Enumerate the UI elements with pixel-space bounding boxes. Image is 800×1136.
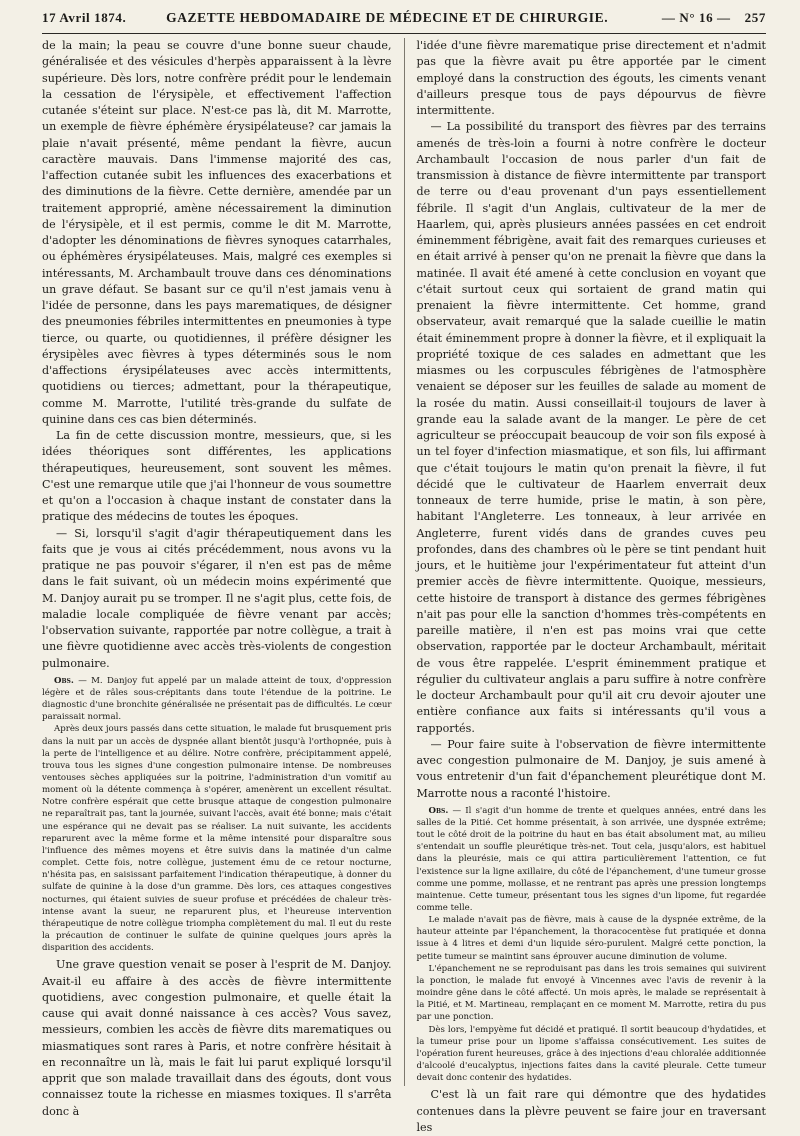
body-paragraph [417,737,767,802]
paragraph-text: C'est là un fait rare qui démontre que des hydatides contenues dans la plèvre peuvent se faire jour en traversant les [416,1088,766,1134]
body-paragraph [417,38,767,119]
observation-paragraph [42,723,392,954]
paragraph-text: Une grave question venait se poser à l'esprit de M. Danjoy. Avait-il eu affaire à des accès de fièvre intermittente quotidiens, avec congestion pulmonaire, et quelle était la cause qui avait donné naissance à ces accès? Vous savez, messieurs, combien les accès de fièvre dits marematiques ou miasmatiques sont rares à Paris, et notre confrère hésitait à en reconnaître un là, mais le fait lui parut expliqué lorsqu'il apprit que son malade travaillait dans des égouts, dont vous connaissez toute la richesse en miasmes toxiques. Il s'arrêta donc à [42,958,392,1118]
body-paragraph [42,957,392,1120]
paragraph-text: Après deux jours passés dans cette situation, le malade fut brusquement pris dans la nuit par un accès de dyspnée allant bientôt jusqu'à l'orthopnée, puis à la perte de l'intelligence et au délire. Notre confrère, précipitamment appelé, trouva tous les signes d'une congestion pulmonaire intense. De nombreuses ventouses sèches appliquées sur la poitrine, l'administration d'un vomitif au moment où la détente commença à s'opérer, amenèrent un excellent résultat. Notre confrère espérait que cette brusque attaque de congestion pulmonaire ne reparaîtrait pas, tant la journée, suivant l'accès, avait été bonne; mais c'était une espérance qui ne devait pas se réaliser. La nuit suivante, les accidents reparurent avec la même forme et la même intensité pour disparaître sous l'influence des mêmes moyens et être suivis dans la matinée d'un calme complet. Cette fois, notre collègue, justement ému de ce retour nocturne, n'hésita pas, en saisissant parfaitement l'indication thérapeutique, à donner du sulfate de quinine à la dose d'un gramme. Dès lors, ces attaques congestives nocturnes, qui étaient suivies de sueur profuse et précédées de chaleur très-intense avant la sueur, ne reparurent plus, et l'heureuse intervention thérapeutique de notre collègue triompha complètement du mal. Il eut du reste la précaution de continuer le sulfate de quinine quelques jours après la disparition des accidents. [42,724,392,954]
observation-label: Obs. [54,675,74,686]
journal-title: GAZETTE HEBDOMADAIRE DE MÉDECINE ET DE CHIRURGIE. [166,10,609,25]
paragraph-text: La fin de cette discussion montre, messieurs, que, si les idées théoriques sont différentes, les applications thérapeutiques, heureusement, sont souvent les mêmes. C'est une remarque utile que j'ai l'honneur de vous soumettre et qu'on a l'occasion à chaque instant de constater dans la pratique des médecins de toutes les époques. [42,429,392,524]
paragraph-text: l'idée d'une fièvre marematique prise directement et n'admit pas que la fièvre avait pu être apportée par le ciment employé dans la construction des égouts, les ciments venant d'ailleurs presque tous de pays dépourvus de fièvre intermittente. [416,39,766,117]
page-number: 257 [744,10,766,25]
page-header [42,10,766,34]
paragraph-text: — Il s'agit d'un homme de trente et quelques années, entré dans les salles de la Pitié. Cet homme présentait, à son arrivée, une dyspnée extrême; tout le côté droit de la poitrine du haut en bas était absolument mat, au milieu s'entendait un souffle pleurétique très-net. Tout cela, jusqu'alors, est habituel dans la pleurésie, mais ce qui attira particulièrement l'attention, ce fut l'existence sur la ligne axillaire, du côté de l'épanchement, d'une tumeur grosse comme une pomme, mollasse, et ne rentrant pas après une pression longtemps maintenue. Cette tumeur, présentant tous les signes d'un lipome, fut regardée comme telle. [416,805,766,913]
observation-paragraph [417,805,767,914]
paragraph-text: — Si, lorsqu'il s'agit d'agir thérapeutiquement dans les faits que je vous ai cités précédemment, nous avons vu la pratique ne pas pouvoir s'égarer, il n'en est pas de même dans le fait suivant, où un médecin moins expérimenté que M. Danjoy aurait pu se tromper. Il ne s'agit plus, cette fois, de maladie locale compliquée de fièvre venant par accès; l'observation suivante, rapportée par notre collègue, a trait à une fièvre quotidienne avec accès très-violents de congestion pulmonaire. [42,526,392,670]
observation-label: Obs. [428,805,449,816]
paragraph-text: — La possibilité du transport des fièvres par des terrains amenés de très-loin a fourni à notre confrère le docteur Archambault l'occasion de nous parler d'un fait de transmission à distance de fièvre intermittente par transport de terre ou d'eau provenant d'un pays essentiellement fébrile. Il s'agit d'un Anglais, cultivateur de la mer de Haarlem, qui, après plusieurs années passées en cet endroit éminemment fébrigène, avait fait des remarques curieuses et en était arrivé à penser qu'on ne prenait la fièvre que dans la matinée. Il avait été amené à cette conclusion en voyant que c'était surtout ceux qui sortaient de grand matin qui prenaient la fièvre intermittente. Cet homme, grand observateur, avait remarqué que la salade cueillie le matin était éminemment propre à donner la fièvre, et il expliquait la propriété toxique de ces salades en admettant que les miasmes ou les corpuscules fébrigènes de l'atmosphère venaient se déposer sur les feuilles de salade au moment de la rosée du matin. Aussi conseillait-il toujours de laver à grande eau la salade avant de la manger. Le père de cet agriculteur se préoccupait beaucoup de voir son fils exposé à un tel foyer d'infection miasmatique, et son fils, lui affirmant que c'était toujours le matin qu'on prenait la fièvre, il fut décidé que le cultivateur de Haarlem enverrait deux tonneaux de terre humide, prise le matin, à son père, habitant l'Angleterre. Les tonneaux, à leur arrivée en Angleterre, furent vidés dans de grandes cuves peu profondes, dans des chambres où le père se tint pendant huit jours, et le huitième jour l'expérimentateur fut atteint d'un premier accès de fièvre intermittente. Quoique, messieurs, cette histoire de transport à distance des germes fébrigènes n'ait pas pour elle la sanction d'hommes très-compétents en pareille matière, il n'en est pas moins vrai que cette observation, rapportée par le docteur Archambault, méritait de vous être rappelée. L'esprit éminemment pratique et régulier du cultivateur anglais a paru suffire à notre confrère le docteur Archambault pour qu'il ait cru devoir ajouter une entière confiance aux faits si intéressants qu'il vous a rapportés. [416,120,766,735]
text-columns [42,38,766,1134]
body-paragraph [42,526,392,672]
left-column [42,38,392,1118]
paragraph-text: Dès lors, l'empyème fut décidé et pratiqué. Il sortit beaucoup d'hydatides, et la tumeur prise pour un lipome s'affaissa consécutivement. Les suites de l'opération furent heureuses, grâce à des injections d'eau chloralée additionnée d'alcoolé d'eucalyptus, injections faites dans la cavité pleurale. Cette tumeur devait donc contenir des hydatides. [416,1024,766,1084]
paragraph-text: — M. Danjoy fut appelé par un malade atteint de toux, d'oppression légère et de râles sous-crépitants dans toute l'étendue de la poitrine. Le diagnostic d'une bronchite généralisée ne présentait pas de difficultés. Le cœur paraissait normal. [42,675,392,723]
column-divider [404,38,405,1086]
issue-number: — N° 16 — [661,10,731,25]
paragraph-text: de la main; la peau se couvre d'une bonne sueur chaude, généralisée et des vésicules d'herpès apparaissent à la lèvre supérieure. Dès lors, notre confrère prédit pour le lendemain la cessation de l'érysipèle, et effectivement l'affection cutanée s'éteint sur place. N'est-ce pas là, dit M. Marrotte, un exemple de fièvre éphémère érysipélateuse? car jamais la plaie n'avait présenté, même pendant la fièvre, aucun caractère mauvais. Dans l'immense majorité des cas, l'affection cutanée subit les influences des exacerbations et des diminutions de la fièvre. Cette dernière, amendée par un traitement approprié, amène nécessairement la diminution de l'érysipèle, et il est permis, comme le dit M. Marrotte, d'adopter les dénominations de fièvres synoques catarrhales, ou éphémères érysipélateuses. Mais, malgré ces exemples si intéressants, M. Archambault trouve dans ces dénominations un grave défaut. Se basant sur ce qu'il n'est jamais venu à l'idée de personne, dans les pays marematiques, de désigner des pneumonies fébriles intermittentes en pneumonies à type tierce, ou quarte, ou quotidiennes, il préfère désigner les érysipèles avec fièvres à types déterminés sous le nom d'affections érysipélateuses avec accès intermittents, quotidiens ou tierces; admettant, pour la thérapeutique, comme M. Marrotte, l'utilité très-grande du sulfate de quinine dans ces cas bien déterminés. [42,39,392,426]
right-column [416,38,767,1134]
body-paragraph [42,428,392,526]
body-paragraph [42,38,392,428]
issue-number-and-page [648,10,766,26]
paragraph-text: Le malade n'avait pas de fièvre, mais à cause de la dyspnée extrême, de la hauteur atteinte par l'épanchement, la thoracocentèse fut pratiquée et donna issue à 4 litres et demi d'un liquide séro-purulent. Malgré cette ponction, la petite tumeur se maintint sans éprouver aucune diminution de volume. [416,915,766,962]
observation-paragraph [417,963,767,1024]
paragraph-text: — Pour faire suite à l'observation de fièvre intermittente avec congestion pulmonaire de M. Danjoy, je suis amené à vous entretenir d'un fait d'épanchement pleurétique dont M. Marrotte nous a raconté l'histoire. [416,737,766,800]
body-paragraph [417,119,767,737]
issue-date: 17 Avril 1874. [42,10,127,25]
body-paragraph [417,1087,767,1136]
paragraph-text: L'épanchement ne se reproduisant pas dans les trois semaines qui suivirent la ponction, le malade fut envoyé à Vincennes avec l'avis de revenir à la moindre gêne dans le côté affecté. Un mois après, le malade se représentait à la Pitié, et M. Martineau, remplaçant en ce moment M. Marrotte, retira du pus par une ponction. [416,963,766,1023]
observation-paragraph [417,914,767,963]
observation-paragraph [417,1024,767,1085]
observation-paragraph [42,675,392,724]
